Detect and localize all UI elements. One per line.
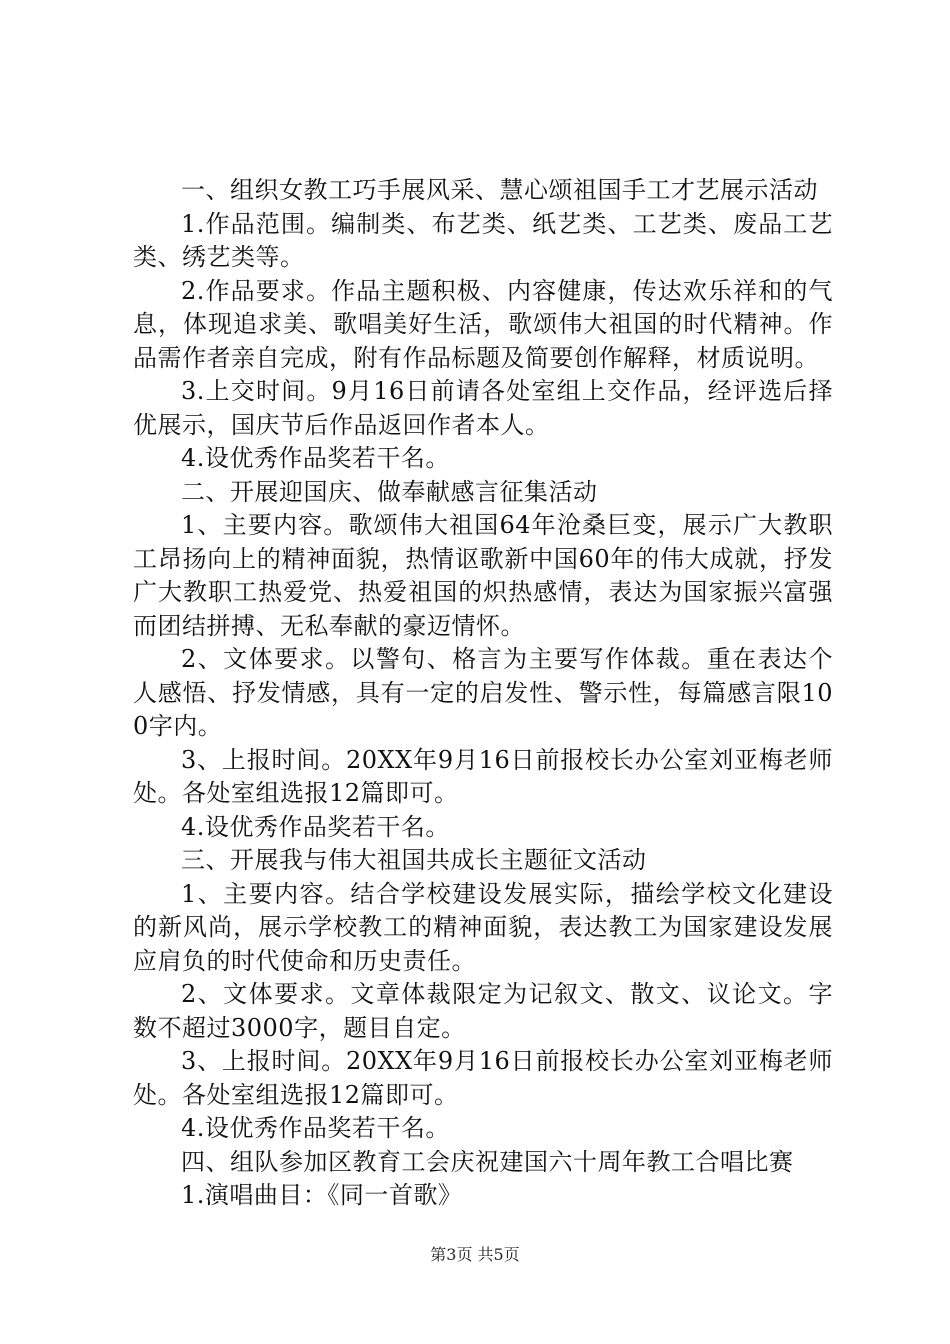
section-heading-2: 二、开展迎国庆、做奉献感言征集活动 bbox=[181, 477, 598, 506]
paragraph: 4.设优秀作品奖若干名。 bbox=[181, 1114, 450, 1142]
paragraph: 4.设优秀作品奖若干名。 bbox=[181, 812, 450, 841]
paragraph: 3、上报时间。20XX年9月16日前报校长办公室刘亚梅老师处。各处室组选报12篇即可。 bbox=[133, 745, 833, 807]
paragraph: 2、文体要求。文章体裁限定为记叙文、散文、议论文。字数不超过3000字，题目自定。 bbox=[133, 980, 833, 1042]
paragraph: 4.设优秀作品奖若干名。 bbox=[181, 444, 450, 472]
document-body bbox=[133, 174, 833, 1213]
paragraph: 2.作品要求。作品主题积极、内容健康，传达欢乐祥和的气息，体现追求美、歌唱美好生活，歌颂伟大祖国的时代精神。作品需作者亲自完成，附有作品标题及简要创作解释，材质说明。 bbox=[133, 276, 833, 372]
paragraph: 2、文体要求。以警句、格言为主要写作体裁。重在表达个人感悟、抒发情感，具有一定的启发性、警示性，每篇感言限100字内。 bbox=[133, 645, 833, 740]
paragraph: 1.演唱曲目：《同一首歌》 bbox=[181, 1181, 463, 1209]
section-heading-1: 一、组织女教工巧手展风采、慧心颂祖国手工才艺展示活动 bbox=[181, 176, 818, 204]
paragraph: 1、主要内容。结合学校建设发展实际，描绘学校文化建设的新风尚，展示学校教工的精神面貌，表达教工为国家建设发展应肩负的时代使命和历史责任。 bbox=[133, 879, 833, 975]
section-heading-3: 三、开展我与伟大祖国共成长主题征文活动 bbox=[181, 846, 647, 874]
paragraph: 3.上交时间。9月16日前请各处室组上交作品，经评选后择优展示，国庆节后作品返回作者本人。 bbox=[133, 377, 833, 439]
paragraph: 3、上报时间。20XX年9月16日前报校长办公室刘亚梅老师处。各处室组选报12篇即可。 bbox=[133, 1047, 833, 1109]
paragraph: 1、主要内容。歌颂伟大祖国64年沧桑巨变，展示广大教职工昂扬向上的精神面貌，热情讴歌新中国60年的伟大成就，抒发广大教职工热爱党、热爱祖国的炽热感情，表达为国家振兴富强而团结拼搏、无私奉献的豪迈情怀。 bbox=[133, 511, 833, 640]
page-number-footer: 第3页 共5页 bbox=[430, 1245, 520, 1264]
paragraph: 1.作品范围。编制类、布艺类、纸艺类、工艺类、废品工艺类、绣艺类等。 bbox=[133, 209, 833, 271]
section-heading-4: 四、组队参加区教育工会庆祝建国六十周年教工合唱比赛 bbox=[181, 1147, 794, 1176]
